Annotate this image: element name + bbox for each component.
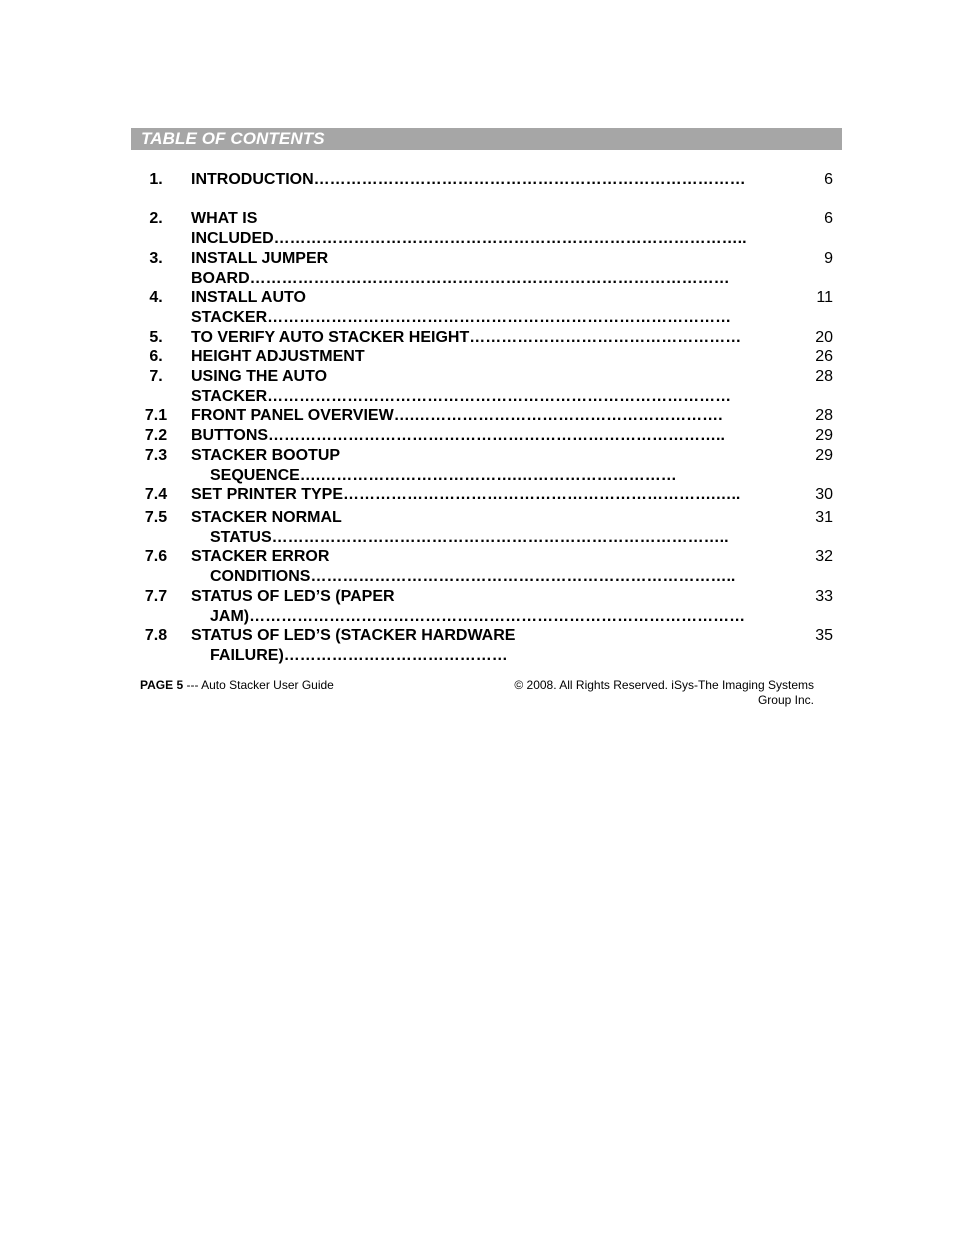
footer-copyright — [480, 678, 814, 708]
toc-entry-title-line: STACKER BOOTUP — [191, 447, 341, 464]
toc-entry-title-line: STACKER…………………………………………………………………………… — [191, 309, 732, 326]
toc-entry-title — [191, 288, 791, 328]
toc-entry-number: 7.5 — [144, 509, 168, 526]
toc-entry-title-line: BOARD……………………………………………………………………………… — [191, 270, 730, 287]
toc-entry-title-line: INCLUDED…………………………………………………………………………….. — [191, 230, 747, 247]
toc-entry-title-line: SEQUENCE….……………………………….………………………… — [210, 467, 677, 484]
toc-entry-number: 7.2 — [144, 427, 168, 444]
footer-guide-title: --- Auto Stacker User Guide — [183, 678, 334, 692]
toc-entry-title-line: STACKER ERROR — [191, 548, 330, 565]
toc-entry-number: 7.7 — [144, 588, 168, 605]
toc-entry-title-line: INTRODUCTION……………………………………………………………………… — [191, 171, 746, 188]
footer-page-label: PAGE 5 — [140, 678, 184, 692]
toc-entry-title — [191, 626, 791, 666]
toc-entry-title-line: JAM)………………………………………………………………………………… — [210, 608, 746, 625]
toc-heading-bar — [131, 128, 842, 150]
toc-entry-title-line: STATUS OF LED’S (PAPER — [191, 588, 395, 605]
toc-entry-title — [191, 367, 791, 407]
toc-entry-page: 26 — [815, 348, 833, 365]
toc-entry-title-line: STATUS………………………………………………………………………….. — [210, 529, 729, 546]
toc-entry-title — [191, 446, 791, 486]
toc-entry-page: 29 — [815, 447, 833, 464]
toc-entry-number: 5. — [149, 329, 163, 346]
toc-entry-number: 2. — [149, 210, 163, 227]
toc-entry-number: 7. — [149, 368, 163, 385]
toc-entry-title — [191, 485, 791, 505]
toc-entry-title — [191, 249, 791, 289]
toc-entry-page: 11 — [816, 289, 833, 306]
toc-entry-page: 33 — [815, 588, 833, 605]
toc-entry-title-line: STACKER NORMAL — [191, 509, 342, 526]
toc-entry-title — [191, 547, 791, 587]
toc-entry-number: 7.1 — [144, 407, 168, 424]
toc-entry-page: 29 — [815, 427, 833, 444]
toc-entry-number: 6. — [149, 348, 163, 365]
toc-entry-page: 30 — [815, 486, 833, 503]
footer-copyright-line: Group Inc. — [757, 693, 814, 707]
toc-entry-number: 7.4 — [144, 486, 168, 503]
toc-entry-title-line: BUTTONS………………………………………………………………………….. — [191, 427, 725, 444]
footer-copyright-line: © 2008. All Rights Reserved. iSys-The Imaging Systems — [514, 678, 814, 692]
toc-entry-title-line: FRONT PANEL OVERVIEW….…………………………………………………. — [191, 407, 723, 424]
toc-entry-page: 32 — [815, 548, 833, 565]
toc-entry-number: 3. — [149, 250, 163, 267]
toc-entry-title-line: CONDITIONS…………………………………………………………………….. — [210, 568, 736, 585]
toc-entry-title-line: STATUS OF LED’S (STACKER HARDWARE — [191, 627, 516, 644]
toc-entry-number: 7.8 — [144, 627, 168, 644]
toc-entry-title-line: WHAT IS — [191, 210, 258, 227]
toc-entry-title-line: INSTALL AUTO — [191, 289, 306, 306]
toc-entry-number: 4. — [149, 289, 163, 306]
toc-entry-title — [191, 406, 791, 426]
toc-entry-page: 28 — [815, 368, 833, 385]
toc-entry-title-line: SET PRINTER TYPE…………………………………………………………….….. — [191, 486, 741, 503]
toc-entry-page: 28 — [815, 407, 833, 424]
toc-entry-number: 7.6 — [144, 548, 168, 565]
toc-entry-page: 20 — [815, 329, 833, 346]
toc-entry-page: 35 — [815, 627, 833, 644]
toc-entry-title-line: HEIGHT ADJUSTMENT — [191, 348, 365, 365]
toc-entry-page: 31 — [815, 509, 833, 526]
toc-entry-number: 1. — [149, 171, 163, 188]
toc-entry-title — [191, 508, 791, 548]
toc-entry-title-line: TO VERIFY AUTO STACKER HEIGHT…………………………………………… — [191, 329, 742, 346]
toc-entry-page: 6 — [824, 171, 833, 188]
toc-entry-number: 7.3 — [144, 447, 168, 464]
footer-page-info — [140, 678, 334, 693]
toc-entry-title — [191, 426, 791, 446]
toc-entry-page: 9 — [824, 250, 833, 267]
toc-entry-title — [191, 328, 791, 348]
toc-entry-title — [191, 170, 791, 190]
toc-entry-title-line: INSTALL JUMPER — [191, 250, 329, 267]
toc-entry-title — [191, 347, 791, 367]
toc-heading: TABLE OF CONTENTS — [141, 129, 325, 148]
toc-entry-title — [191, 587, 791, 627]
toc-entry-title-line: FAILURE)…………………………………… — [210, 647, 508, 664]
toc-entry-page: 6 — [824, 210, 833, 227]
toc-entry-title — [191, 209, 791, 249]
toc-entry-title-line: STACKER…………………………………………………………………………… — [191, 388, 732, 405]
toc-entry-title-line: USING THE AUTO — [191, 368, 328, 385]
